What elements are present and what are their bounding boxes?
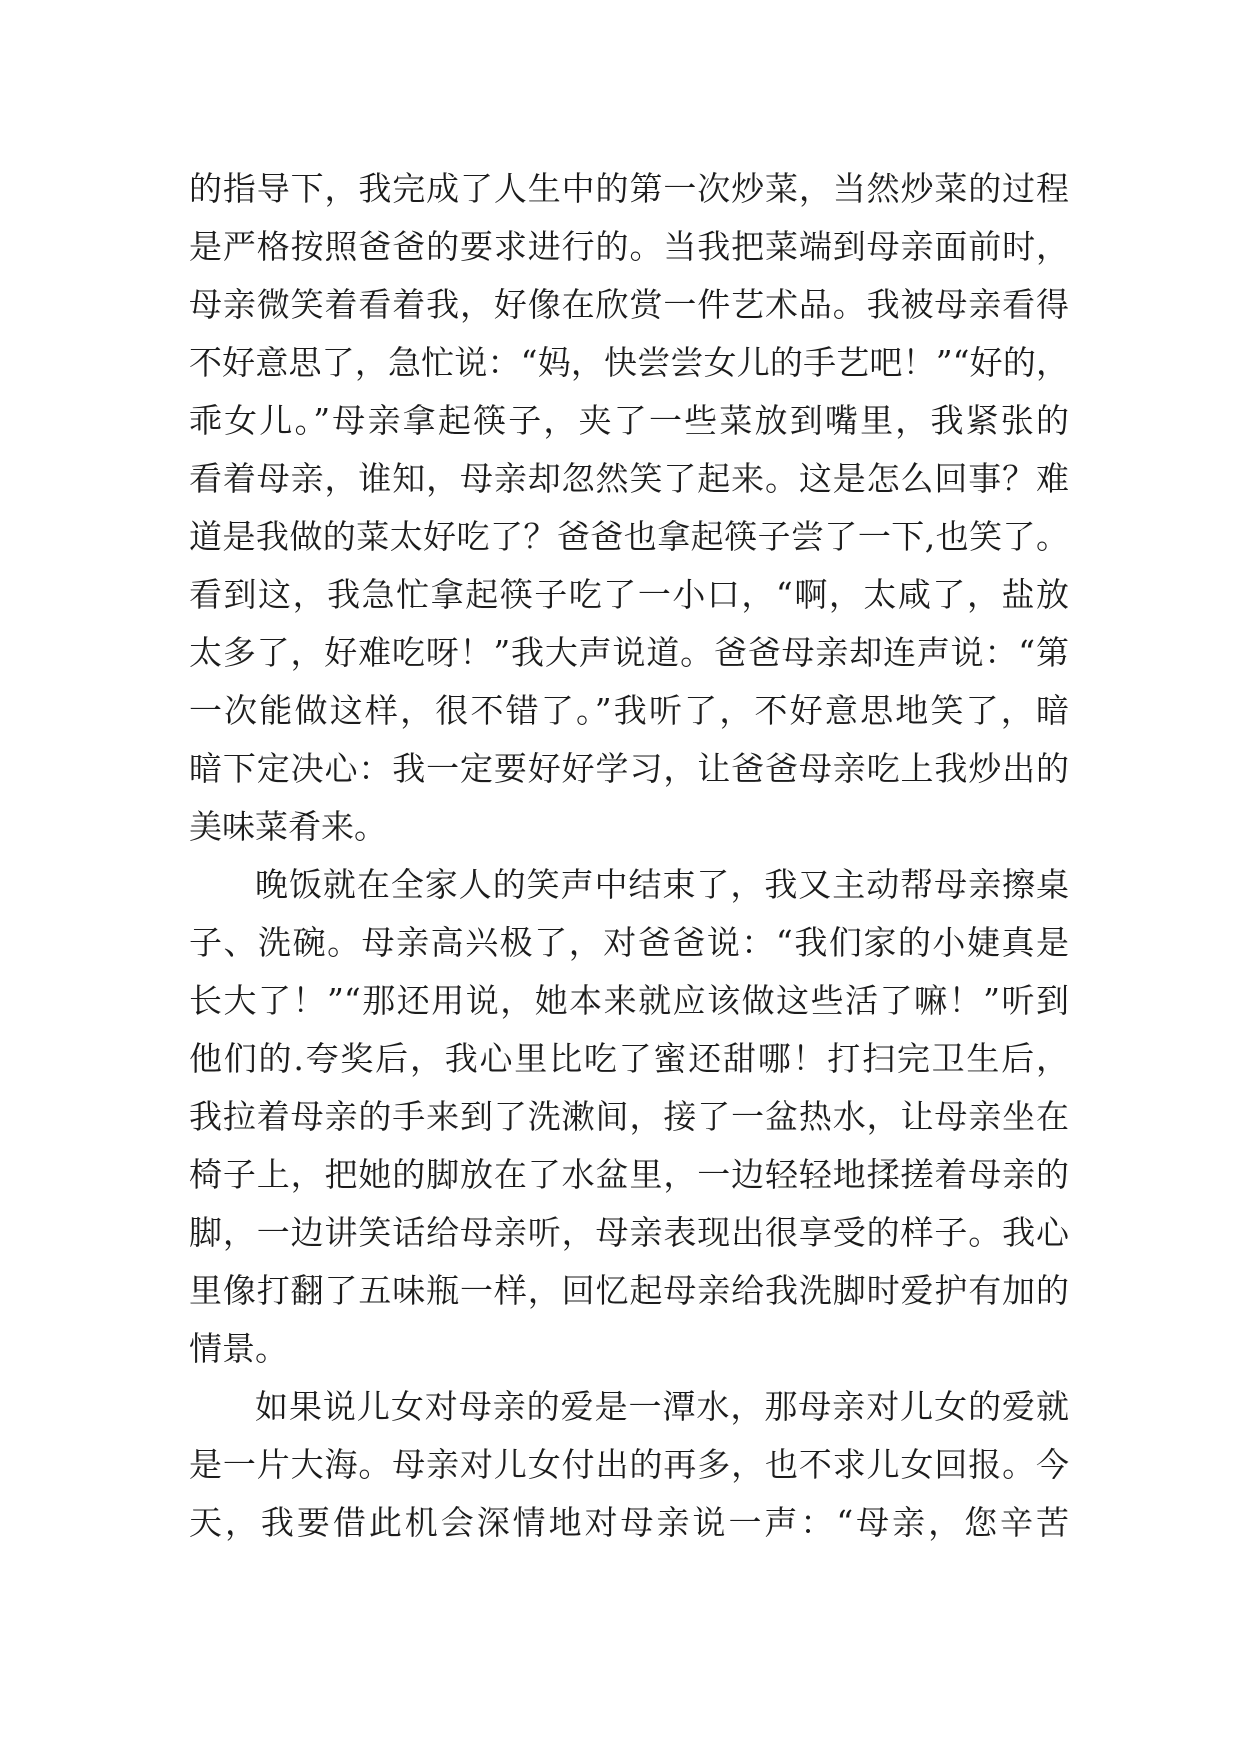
text-line: 长大了！”“那还用说，她本来就应该做这些活了嘛！”听到 bbox=[189, 981, 1069, 1020]
text-line: 是一片大海。母亲对儿女付出的再多，也不求儿女回报。今 bbox=[189, 1445, 1069, 1484]
text-line: 的指导下，我完成了人生中的第一次炒菜，当然炒菜的过程 bbox=[189, 169, 1069, 208]
text-line: 乖女儿。”母亲拿起筷子，夹了一些菜放到嘴里，我紧张的 bbox=[189, 401, 1069, 440]
paragraph-1 bbox=[189, 160, 1069, 856]
text-line: 看着母亲，谁知，母亲却忽然笑了起来。这是怎么回事？难 bbox=[189, 459, 1069, 498]
text-line: 母亲微笑着看着我，好像在欣赏一件艺术品。我被母亲看得 bbox=[189, 285, 1069, 324]
text-line: 天，我要借此机会深情地对母亲说一声：“母亲，您辛苦 bbox=[189, 1503, 1069, 1542]
text-line: 暗下定决心：我一定要好好学习，让爸爸母亲吃上我炒出的 bbox=[189, 749, 1069, 788]
paragraph-2 bbox=[189, 856, 1069, 1378]
text-line: 不好意思了，急忙说：“妈，快尝尝女儿的手艺吧！”“好的， bbox=[189, 343, 1069, 382]
text-line: 晚饭就在全家人的笑声中结束了，我又主动帮母亲擦桌 bbox=[255, 865, 1069, 904]
text-line: 脚，一边讲笑话给母亲听，母亲表现出很享受的样子。我心 bbox=[189, 1213, 1069, 1252]
text-line: 里像打翻了五味瓶一样，回忆起母亲给我洗脚时爱护有加的 bbox=[189, 1271, 1069, 1310]
text-line: 椅子上，把她的脚放在了水盆里，一边轻轻地揉搓着母亲的 bbox=[189, 1155, 1069, 1194]
text-line: 美味菜肴来。 bbox=[189, 807, 387, 846]
text-line: 太多了，好难吃呀！”我大声说道。爸爸母亲却连声说：“第 bbox=[189, 633, 1069, 672]
text-line: 他们的.夸奖后，我心里比吃了蜜还甜哪！打扫完卫生后， bbox=[189, 1039, 1069, 1078]
text-line: 情景。 bbox=[189, 1329, 288, 1368]
text-line: 子、洗碗。母亲高兴极了，对爸爸说：“我们家的小婕真是 bbox=[189, 923, 1069, 962]
document-body bbox=[189, 160, 1069, 1552]
text-line: 我拉着母亲的手来到了洗漱间，接了一盆热水，让母亲坐在 bbox=[189, 1097, 1069, 1136]
text-line: 道是我做的菜太好吃了？爸爸也拿起筷子尝了一下,也笑了。 bbox=[189, 517, 1069, 556]
text-line: 如果说儿女对母亲的爱是一潭水，那母亲对儿女的爱就 bbox=[255, 1387, 1069, 1426]
text-line: 一次能做这样，很不错了。”我听了，不好意思地笑了，暗 bbox=[189, 691, 1069, 730]
text-line: 是严格按照爸爸的要求进行的。当我把菜端到母亲面前时， bbox=[189, 227, 1069, 266]
text-line: 看到这，我急忙拿起筷子吃了一小口，“啊，太咸了，盐放 bbox=[189, 575, 1069, 614]
paragraph-3 bbox=[189, 1378, 1069, 1552]
